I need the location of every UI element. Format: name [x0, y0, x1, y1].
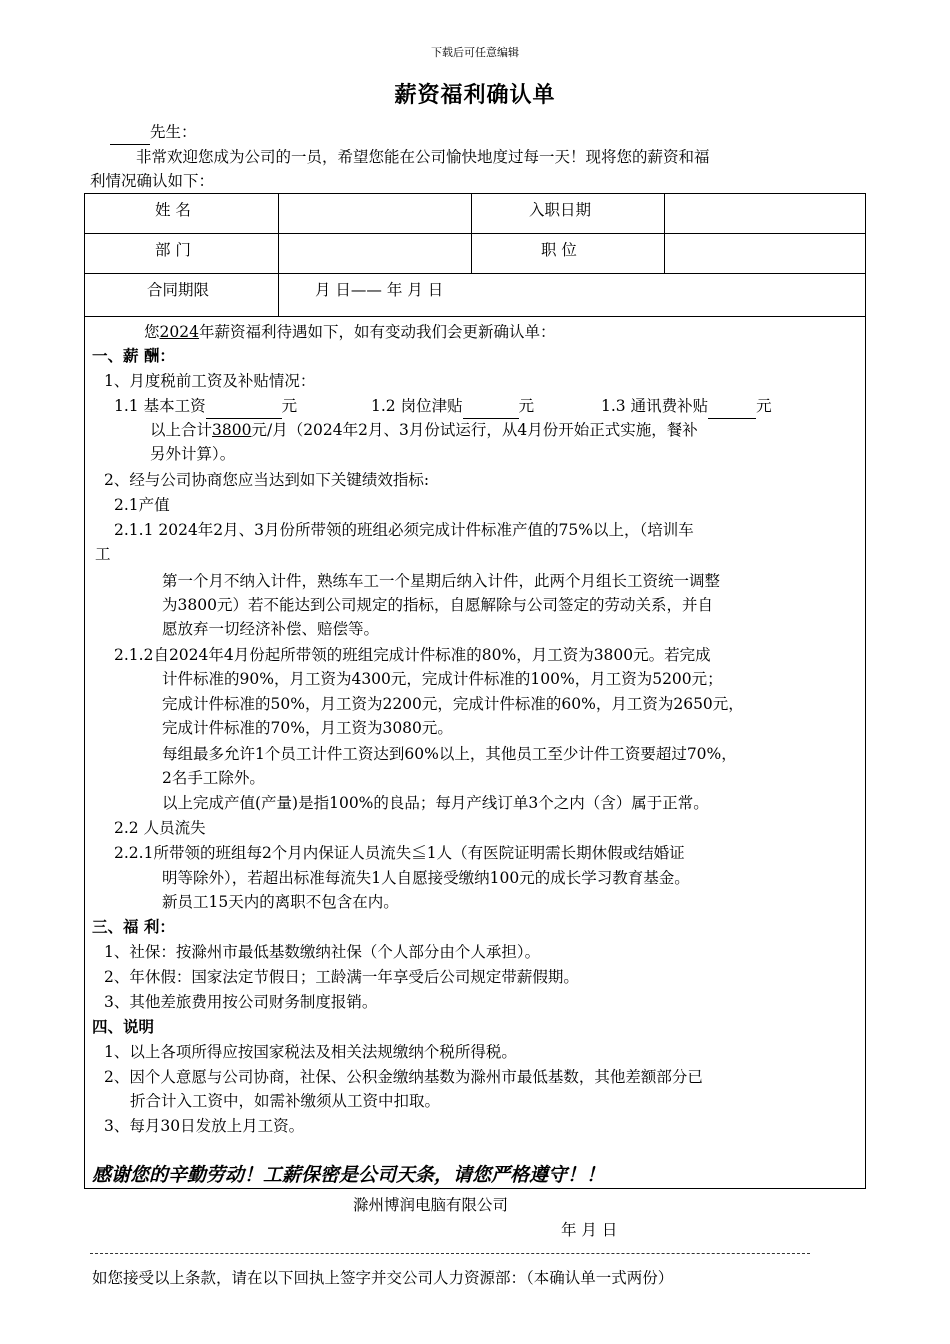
base-salary-blank[interactable] [206, 394, 282, 419]
total-salary-cont: 另外计算）。 [150, 445, 236, 463]
contract-period-field[interactable]: 月 日—— 年 月 日 [315, 281, 444, 299]
hire-date-label: 入职日期 [529, 201, 592, 219]
name-field[interactable] [285, 196, 465, 230]
closing-statement: 感谢您的辛勤劳动！工薪保密是公司天条，请您严格遵守！！ [92, 1164, 606, 1186]
item-kpi: 2、经与公司协商您应当达到如下关键绩效指标: [104, 471, 430, 489]
item-2-1-2-line-2: 计件标准的90%，月工资为4300元，完成计件标准的100%，月工资为5200元； [162, 670, 723, 688]
item-2-1-2-line-7: 以上完成产值(产量)是指100%的良品；每月产线订单3个之内（含）属于正常。 [162, 794, 709, 812]
contract-label: 合同期限 [147, 281, 210, 299]
position-allowance-line: 1.2 岗位津贴 元 [371, 394, 534, 419]
item-monthly-salary: 1、月度税前工资及补贴情况： [104, 372, 316, 390]
department-field[interactable] [285, 236, 465, 270]
benefit-social-insurance: 1、社保：按滁州市最低基数缴纳社保（个人部分由个人承担）。 [104, 943, 541, 961]
name-blank[interactable] [110, 120, 150, 145]
item-output: 2.1产值 [114, 496, 170, 514]
receipt-instruction: 如您接受以上条款，请在以下回执上签字并交公司人力资源部：（本确认单一式两份） [92, 1269, 674, 1287]
section-benefits-title: 三、福 利： [92, 917, 175, 936]
salutation-line [110, 120, 197, 145]
item-2-1-2-line-6: 2名手工除外。 [162, 769, 265, 787]
note-base-line-1: 2、因个人意愿与公司协商，社保、公积金缴纳基数为滁州市最低基数，其他差额部分已 [104, 1068, 703, 1086]
section-compensation-title: 一、薪 酬： [92, 346, 175, 365]
item-2-2-1-line-2: 明等除外），若超出标准每流失1人自愿接受缴纳100元的成长学习教育基金。 [162, 869, 690, 887]
item-2-1-2-line-4: 完成计件标准的70%，月工资为3080元。 [162, 719, 453, 737]
sign-date: 年 月 日 [561, 1221, 618, 1239]
hire-date-field[interactable] [670, 196, 860, 230]
position-label: 职 位 [541, 241, 577, 259]
year-value: 2024 [159, 323, 199, 341]
total-salary-value: 3800 [212, 421, 252, 439]
section-notes-title: 四、说明 [92, 1017, 155, 1036]
cut-line [90, 1253, 810, 1254]
download-note: 下载后可任意编辑 [431, 46, 519, 59]
page-title: 薪资福利确认单 [394, 82, 556, 108]
item-2-1-1-line-3: 第一个月不纳入计件，熟练车工一个星期后纳入计件，此两个月组长工资统一调整 [162, 572, 721, 590]
item-staff-turnover: 2.2 人员流失 [114, 819, 206, 837]
name-label: 姓 名 [155, 201, 191, 219]
item-2-1-1-line-5: 愿放弃一切经济补偿、赔偿等。 [162, 620, 380, 638]
company-name: 滁州博润电脑有限公司 [353, 1196, 509, 1214]
item-2-1-1-line-1: 2.1.1 2024年2月、3月份所带领的班组必须完成计件标准产值的75%以上，（培训车 [114, 521, 694, 539]
total-salary-line: 以上合计3800元/月（2024年2月、3月份试运行，从4月份开始正式实施，餐补 [150, 421, 698, 439]
phone-allowance-blank[interactable] [708, 394, 756, 419]
item-2-1-2-line-3: 完成计件标准的50%，月工资为2200元，完成计件标准的60%，月工资为2650元， [162, 695, 744, 713]
base-salary-line: 1.1 基本工资 元 [114, 394, 297, 419]
department-label: 部 门 [155, 241, 191, 259]
item-2-2-1-line-3: 新员工15天内的离职不包含在内。 [162, 893, 399, 911]
item-2-1-2-line-5: 每组最多允许1个员工计件工资达到60%以上，其他员工至少计件工资要超过70%， [162, 745, 737, 763]
welcome-line-2: 利情况确认如下： [90, 172, 215, 190]
note-tax: 1、以上各项所得应按国家税法及相关法规缴纳个税所得税。 [104, 1043, 517, 1061]
benefit-travel-expenses: 3、其他差旅费用按公司财务制度报销。 [104, 993, 378, 1011]
position-field[interactable] [670, 236, 860, 270]
benefit-annual-leave: 2、年休假：国家法定节假日；工龄满一年享受后公司规定带薪假期。 [104, 968, 579, 986]
salutation-text: 先生： [150, 123, 197, 141]
note-payday: 3、每月30日发放上月工资。 [104, 1117, 305, 1135]
welcome-line-1: 非常欢迎您成为公司的一员，希望您能在公司愉快地度过每一天！现将您的薪资和福 [136, 148, 710, 166]
terms-intro: 您2024年薪资福利待遇如下，如有变动我们会更新确认单： [144, 323, 556, 341]
position-allowance-blank[interactable] [463, 394, 519, 419]
item-2-2-1-line-1: 2.2.1所带领的班组每2个月内保证人员流失≦1人（有医院证明需长期休假或结婚证 [114, 844, 685, 862]
item-2-1-2-line-1: 2.1.2自2024年4月份起所带领的班组完成计件标准的80%，月工资为3800元。若完成 [114, 646, 711, 664]
note-base-line-2: 折合计入工资中，如需补缴须从工资中扣取。 [130, 1092, 441, 1110]
phone-allowance-line: 1.3 通讯费补贴 元 [601, 394, 772, 419]
item-2-1-1-line-4: 为3800元）若不能达到公司规定的指标，自愿解除与公司签定的劳动关系，并自 [162, 596, 713, 614]
item-2-1-1-line-2: 工 [95, 545, 111, 563]
